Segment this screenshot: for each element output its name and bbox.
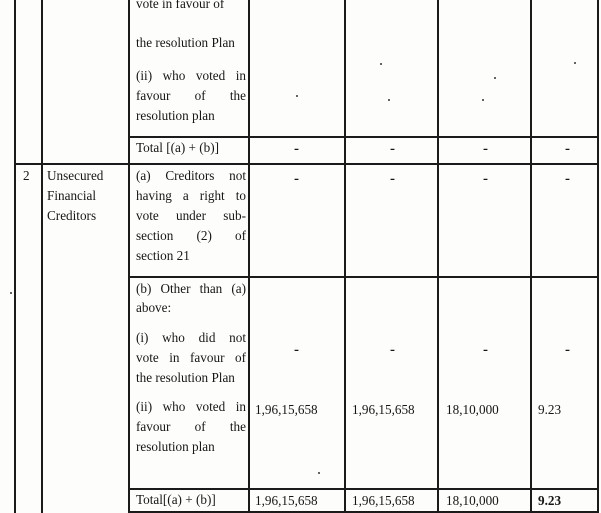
total-value-2: 1,96,15,658 xyxy=(352,493,415,508)
prev-line-1: vote in favour of xyxy=(136,0,225,11)
sub-a-line-5: section 21 xyxy=(136,248,190,263)
category-name-line-2: Financial xyxy=(47,188,97,203)
col-line-7 xyxy=(597,0,599,513)
sub-b-ii-line-2: favour of the xyxy=(136,419,246,434)
prev-sub-ii-2: favour of the xyxy=(136,88,246,103)
sub-b-ii-value-2: 1,96,15,658 xyxy=(352,402,415,417)
sub-a-line-1: (a) Creditors not xyxy=(136,168,246,183)
row-line-a-bottom xyxy=(128,276,598,278)
sub-a-line-3: vote under sub- xyxy=(136,208,246,223)
sub-b-ii-line-1: (ii) who voted in xyxy=(136,399,246,414)
prev-total-value-2: - xyxy=(390,141,395,157)
sub-a-line-2: having a right to xyxy=(136,188,246,203)
total-label: Total[(a) + (b)] xyxy=(136,492,216,507)
sub-b-i-line-1: (i) who did not xyxy=(136,330,246,345)
category-name-line-3: Creditors xyxy=(47,208,97,223)
row-line-total2-bottom xyxy=(128,511,598,513)
col-line-5 xyxy=(437,0,439,513)
sub-b-ii-value-3: 18,10,000 xyxy=(446,402,499,417)
sub-b-i-value-3: - xyxy=(483,342,488,358)
sub-b-ii-value-1: 1,96,15,658 xyxy=(255,402,318,417)
scan-speck xyxy=(296,95,298,97)
sub-a-value-2: - xyxy=(390,171,395,187)
total-value-3: 18,10,000 xyxy=(446,493,499,508)
sub-b-i-value-1: - xyxy=(294,342,299,358)
col-line-0 xyxy=(14,0,16,513)
col-line-3 xyxy=(248,0,250,513)
prev-total-value-4: - xyxy=(565,141,570,157)
scan-speck xyxy=(318,472,320,474)
sub-b-line-2: above: xyxy=(136,300,172,315)
total-value-4: 9.23 xyxy=(538,493,562,508)
prev-sub-ii-3: resolution plan xyxy=(136,108,215,123)
prev-total-value-3: - xyxy=(483,141,488,157)
row-line-total1-bottom xyxy=(14,163,598,165)
sub-b-i-value-4: - xyxy=(565,342,570,358)
prev-total-label: Total [(a) + (b)] xyxy=(136,140,220,155)
sub-a-value-3: - xyxy=(483,171,488,187)
col-line-6 xyxy=(530,0,532,513)
sub-a-value-1: - xyxy=(294,171,299,187)
sub-b-i-line-3: the resolution Plan xyxy=(136,370,235,385)
col-line-4 xyxy=(344,0,346,513)
col-line-2 xyxy=(128,0,130,513)
prev-sub-ii-1: (ii) who voted in xyxy=(136,68,246,83)
sub-b-i-line-2: vote in favour of xyxy=(136,350,246,365)
total-value-1: 1,96,15,658 xyxy=(255,493,318,508)
sub-a-line-4: section (2) of xyxy=(136,228,246,243)
sub-b-ii-value-4: 9.23 xyxy=(538,402,562,417)
scan-speck xyxy=(10,292,12,294)
scan-speck xyxy=(574,62,576,64)
sub-b-ii-line-3: resolution plan xyxy=(136,439,215,454)
sub-b-line-1: (b) Other than (a) xyxy=(136,281,246,296)
category-name-line-1: Unsecured xyxy=(47,168,104,183)
scan-speck xyxy=(380,63,382,65)
col-line-1 xyxy=(41,0,43,513)
serial-number: 2 xyxy=(23,168,30,183)
scan-speck xyxy=(494,77,496,79)
sub-b-i-value-2: - xyxy=(390,342,395,358)
scan-speck xyxy=(482,99,484,101)
prev-line-2: the resolution Plan xyxy=(136,35,235,50)
scan-speck xyxy=(388,99,390,101)
sub-a-value-4: - xyxy=(565,171,570,187)
prev-total-value-1: - xyxy=(294,141,299,157)
